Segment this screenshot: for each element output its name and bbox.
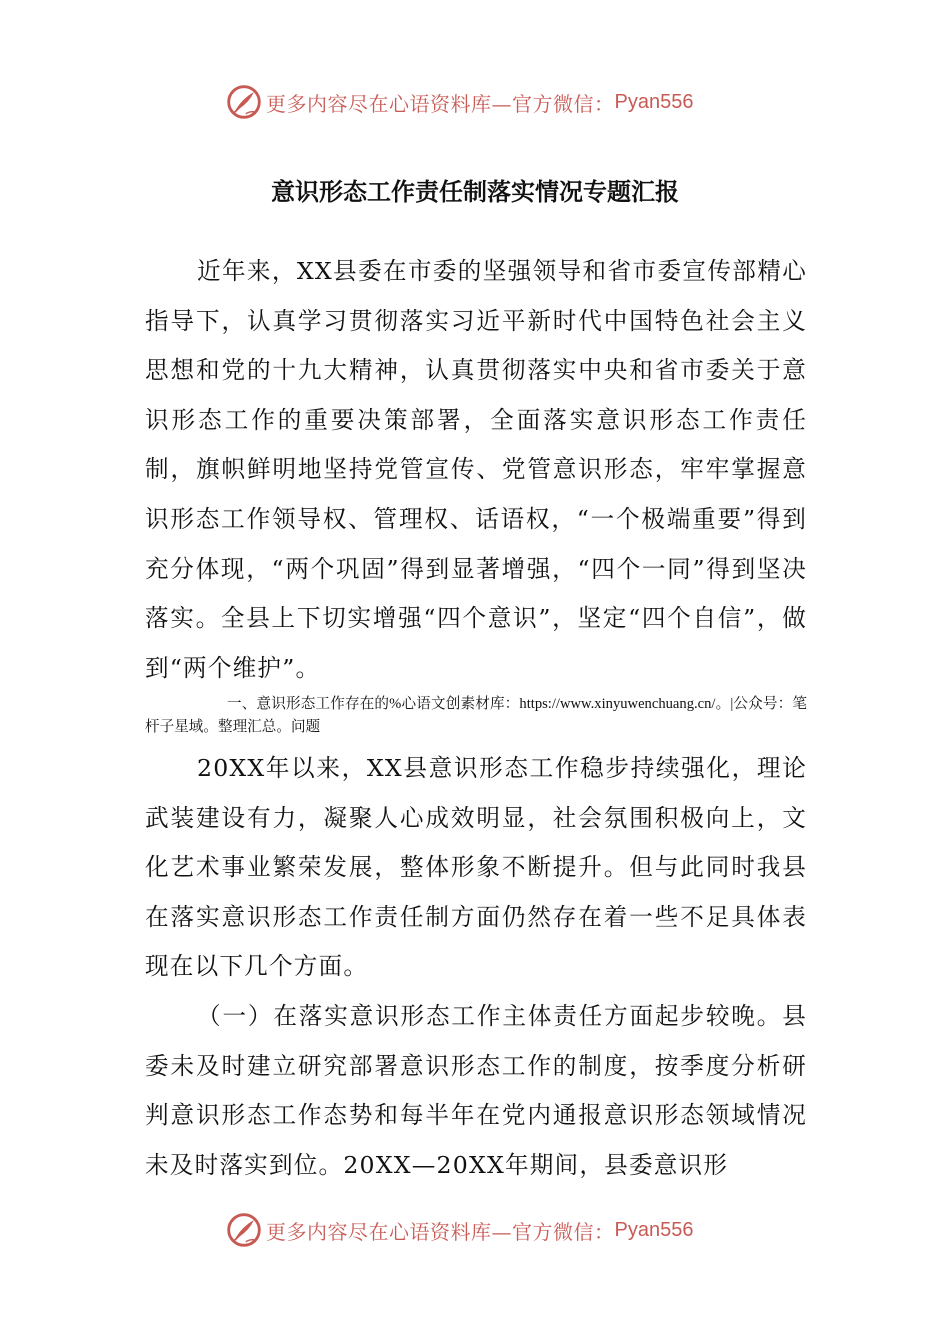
quill-logo-icon (226, 84, 262, 120)
footer-watermark-banner (0, 1208, 950, 1252)
banner-text: 更多内容尽在心语资料库—官方微信： (266, 91, 615, 116)
header-watermark-banner (0, 80, 950, 124)
banner-wechat-id: Pyan556 (614, 90, 694, 113)
paragraph-item-one: （一）在落实意识形态工作主体责任方面起步较晚。县委未及时建立研究部署意识形态工作的制度，按季度分析研判意识形态工作态势和每半年在党内通报意识形态领域情况未及时落实到位。20XX—20XX年期间，县委意识形 (145, 1002, 807, 1179)
paragraph-intro: 近年来，XX县委在市委的坚强领导和省市委宣传部精心指导下，认真学习贯彻落实习近平新时代中国特色社会主义思想和党的十九大精神，认真贯彻落实中央和省市委关于意识形态工作的重要决策部署，全面落实意识形态工作责任制，旗帜鲜明地坚持党管宣传、党管意识形态，牢牢掌握意识形态工作领导权、管理权、话语权，“一个极端重要”得到充分体现，“两个巩固”得到显著增强，“四个一同”得到坚决落实。全县上下切实增强“四个意识”，坚定“四个自信”，做到“两个维护”。 (145, 257, 807, 682)
banner-text: 更多内容尽在心语资料库—官方微信： (266, 1219, 615, 1244)
quill-logo-icon (226, 1212, 262, 1248)
document-title: 意识形态工作责任制落实情况专题汇报 (271, 177, 679, 206)
section-heading-note: 一、意识形态工作存在的%心语文创素材库：https://www.xinyuwenchuang.cn/。|公众号：笔杆子星域。整理汇总。问题 (145, 696, 807, 735)
banner-wechat-id: Pyan556 (614, 1218, 694, 1241)
paragraph-overview: 20XX年以来，XX县意识形态工作稳步持续强化，理论武装建设有力，凝聚人心成效明显，社会氛围积极向上，文化艺术事业繁荣发展，整体形象不断提升。但与此同时我县在落实意识形态工作责任制方面仍然存在着一些不足具体表现在以下几个方面。 (145, 754, 807, 981)
